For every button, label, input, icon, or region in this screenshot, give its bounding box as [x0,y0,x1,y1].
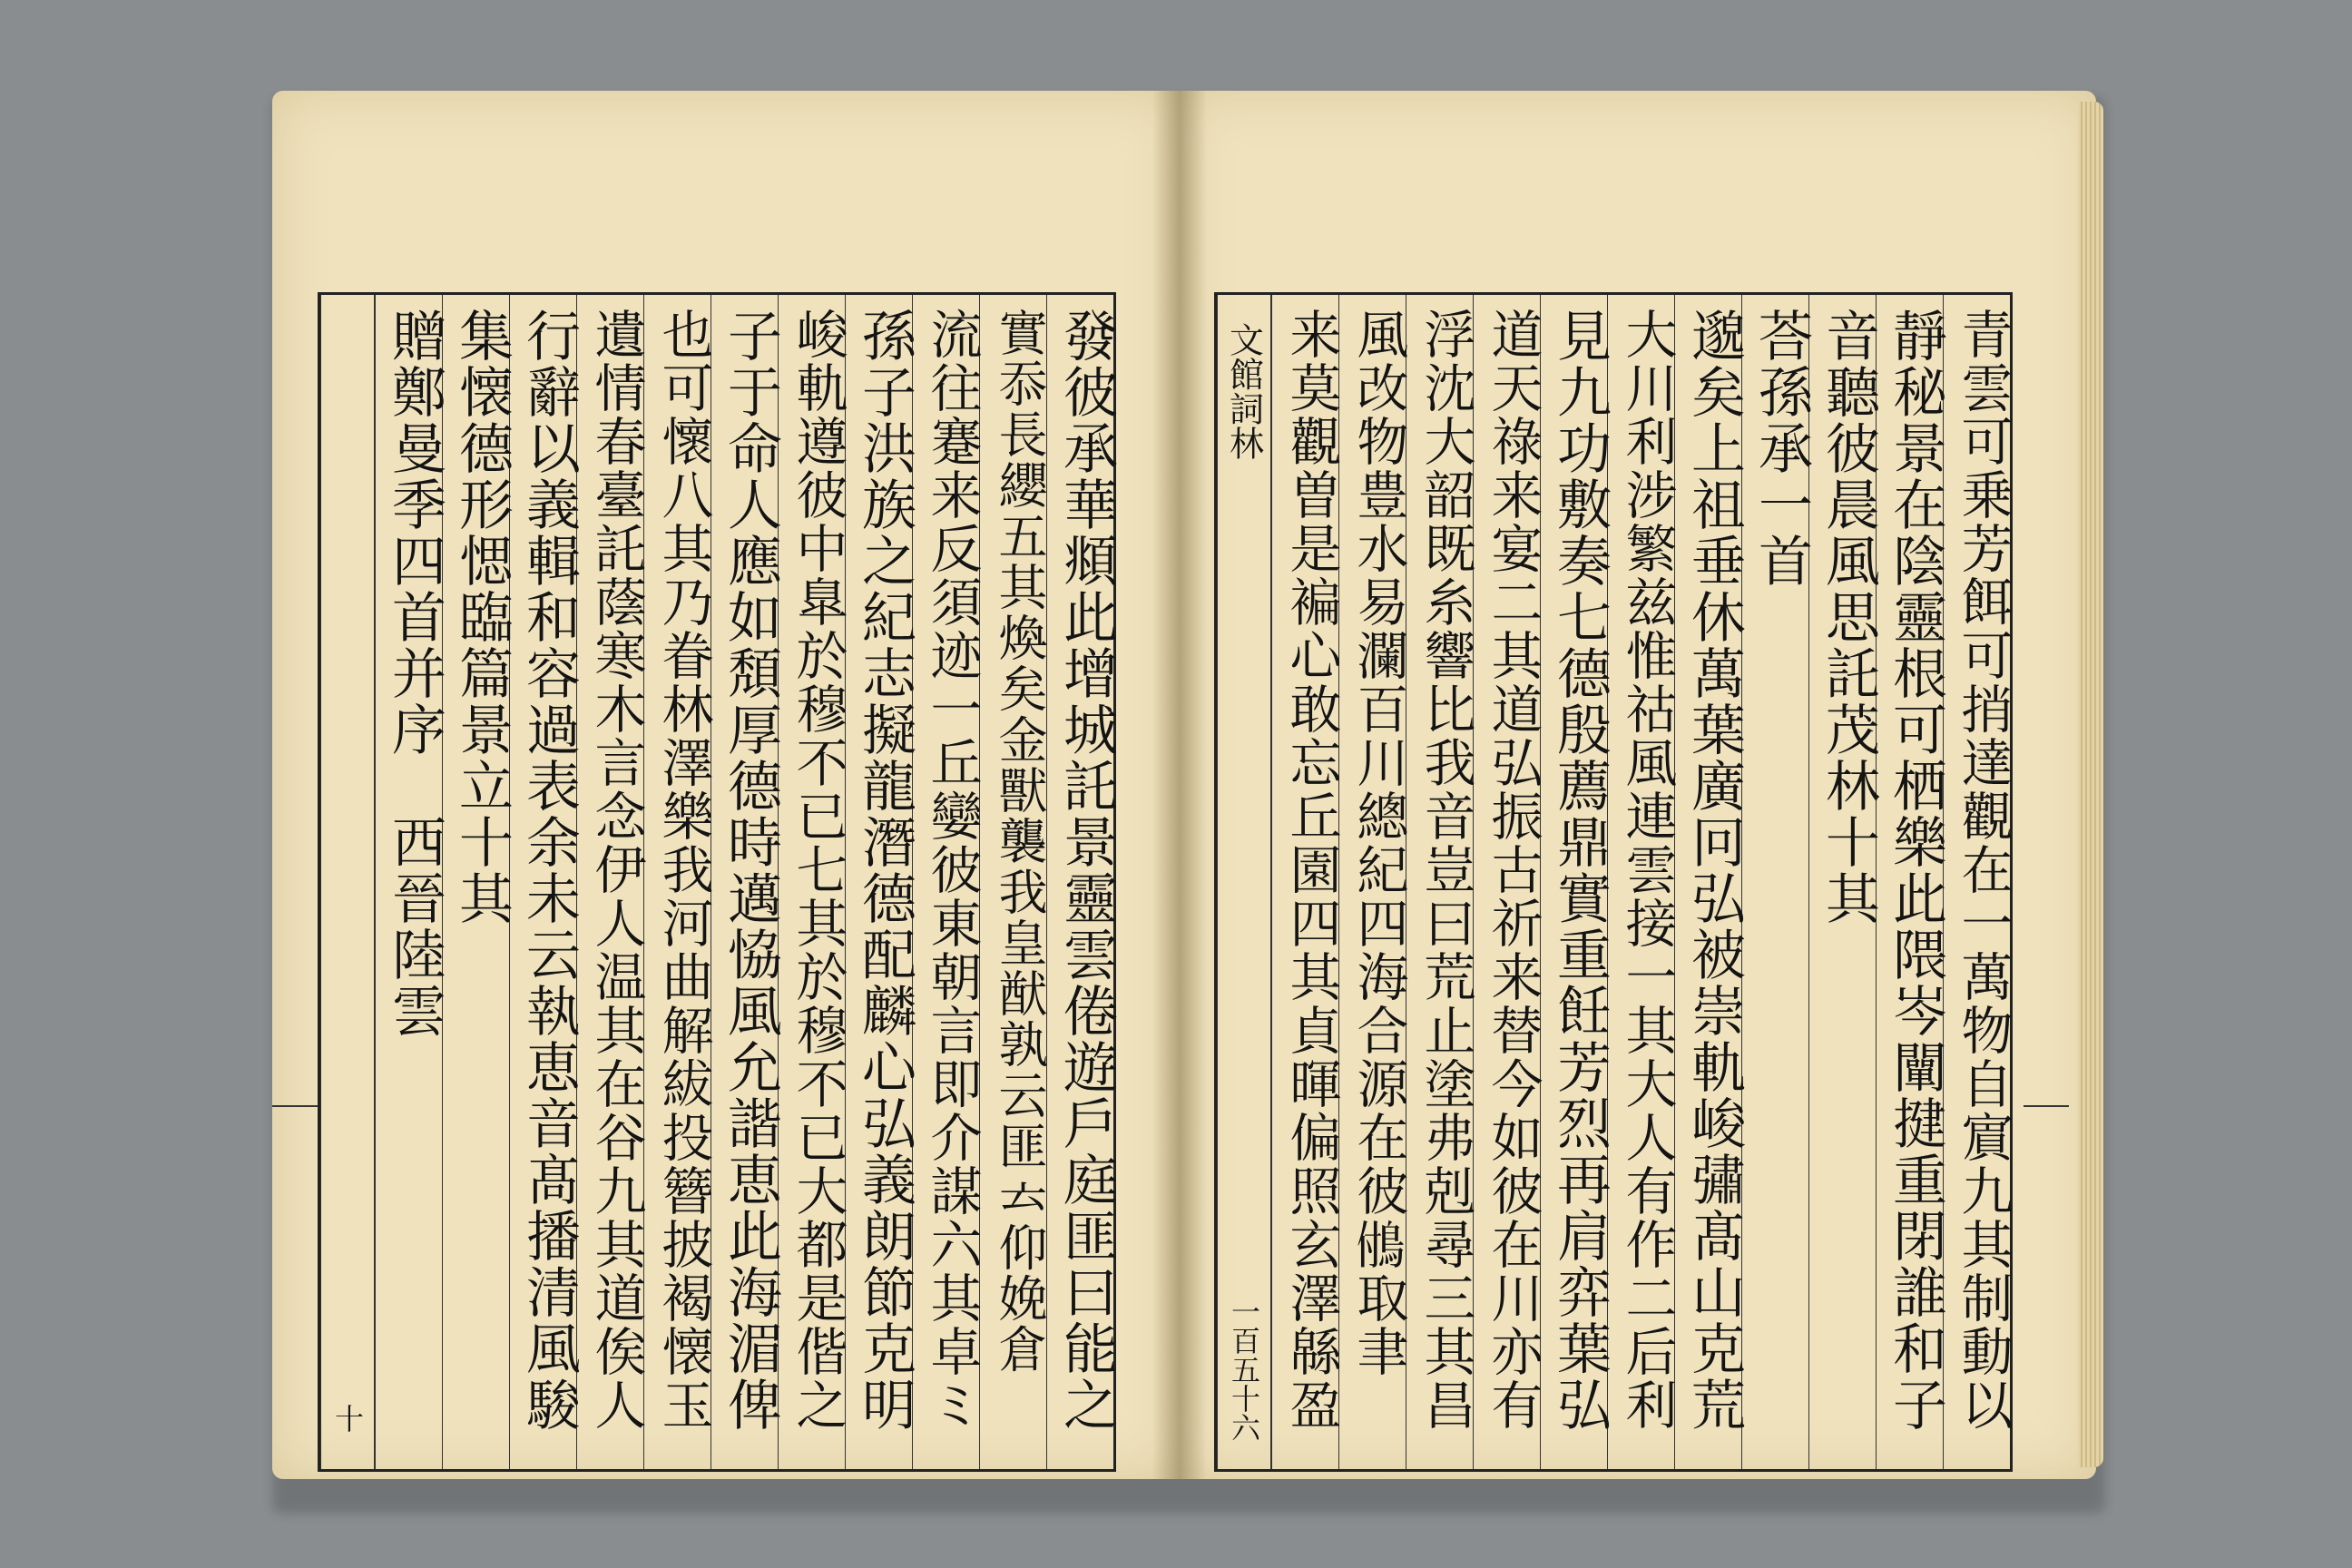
right-column-text: 靜秘景在陰靈根可栖樂此隈岑闡揵重閉誰和子 [1884,308,1947,1433]
left-column-text: 實忝長纓五其煥矣金獸襲我皇猷孰云匪𠫓仰娩倉 [991,308,1048,1375]
right-column-text: 大川利涉繁兹惟祜風連雲接一其大人有作二后利 [1617,308,1677,1432]
left-text-column [375,295,446,1469]
left-fold-mark [272,1105,318,1107]
left-column-text: 峻軌遵彼中臯於穆不已七其於穆不已大都是偕之 [788,308,848,1432]
left-margin-column [320,295,375,1469]
right-column-text: 荅孫承一首 [1749,308,1813,589]
left-column-text: 贈鄭曼季四首并序 西晉陸雲 [383,308,446,1039]
right-column-text: 邈矣上祖垂休萬葉廣冋弘被崇軌峻彇髙山克荒 [1682,308,1746,1433]
left-column-text: 遺情春臺託蔭寒木言念伊人温其在谷九其道俟人 [586,308,646,1432]
right-column-text: 来莫觀曽是褊心敢忘丘園四其貞暉偏照玄澤緜盈 [1281,308,1341,1432]
right-column-text: 浮沈大韶既糸響比我音豈曰荒止塗弗剋尋三其昌 [1416,308,1475,1432]
book-title-label: 文館詞林 [1223,322,1264,460]
left-text-frame [318,292,1116,1472]
right-column-text: 青雲可乗芳餌可捎達觀在一萬物自賔九其制動以 [1953,308,2013,1432]
right-margin-column [1217,295,1271,1469]
right-column-text: 音聽彼晨風思託茂林十其 [1817,308,1880,926]
right-column-text: 風改物豊水易瀾百川總紀四海合源在彼𩿧取聿 [1348,308,1408,1378]
right-text-column [1271,295,1341,1469]
left-column-text: 子于命人應如頽厚德時邁恊風允諧恵此海湄俾 [719,308,782,1433]
page-number: 一百五十六 [1227,1297,1261,1442]
left-margin-mark: 十 [330,1404,365,1433]
left-column-text: 集懐德形愢臨篇景立十其 [450,308,514,926]
page-edges [2078,102,2103,1467]
left-page [272,91,1180,1479]
left-column-text: 孫子洪族之紀志擬龍潛德配麟心弘義朗節克明 [853,308,916,1433]
left-column-text: 流往蹇来反須迹一丘孌彼東朝言即介謀六其卓ミ [922,308,982,1432]
right-page [1180,91,2096,1479]
right-column-text: 道天祿来宴二其道弘振古祈来替今如彼在川亦有 [1483,308,1543,1432]
right-text-frame [1214,292,2013,1472]
book-gutter [1152,91,1207,1479]
left-column-text: 發彼承華頫此增城託景靈雲倦遊戶庭匪曰能之 [1054,308,1118,1433]
right-fold-mark [2024,1105,2069,1107]
left-column-text: 行辭以義輯和容過表余未云執恵音髙播清風駿 [517,308,581,1433]
left-column-text: 也可懷八其乃眷林澤樂我河曲解紱投簪披褐懐玉 [653,308,713,1432]
right-column-text: 見九功敷奏七德殷薦鼎實重飪芳烈再肩弈葉弘 [1548,308,1612,1433]
